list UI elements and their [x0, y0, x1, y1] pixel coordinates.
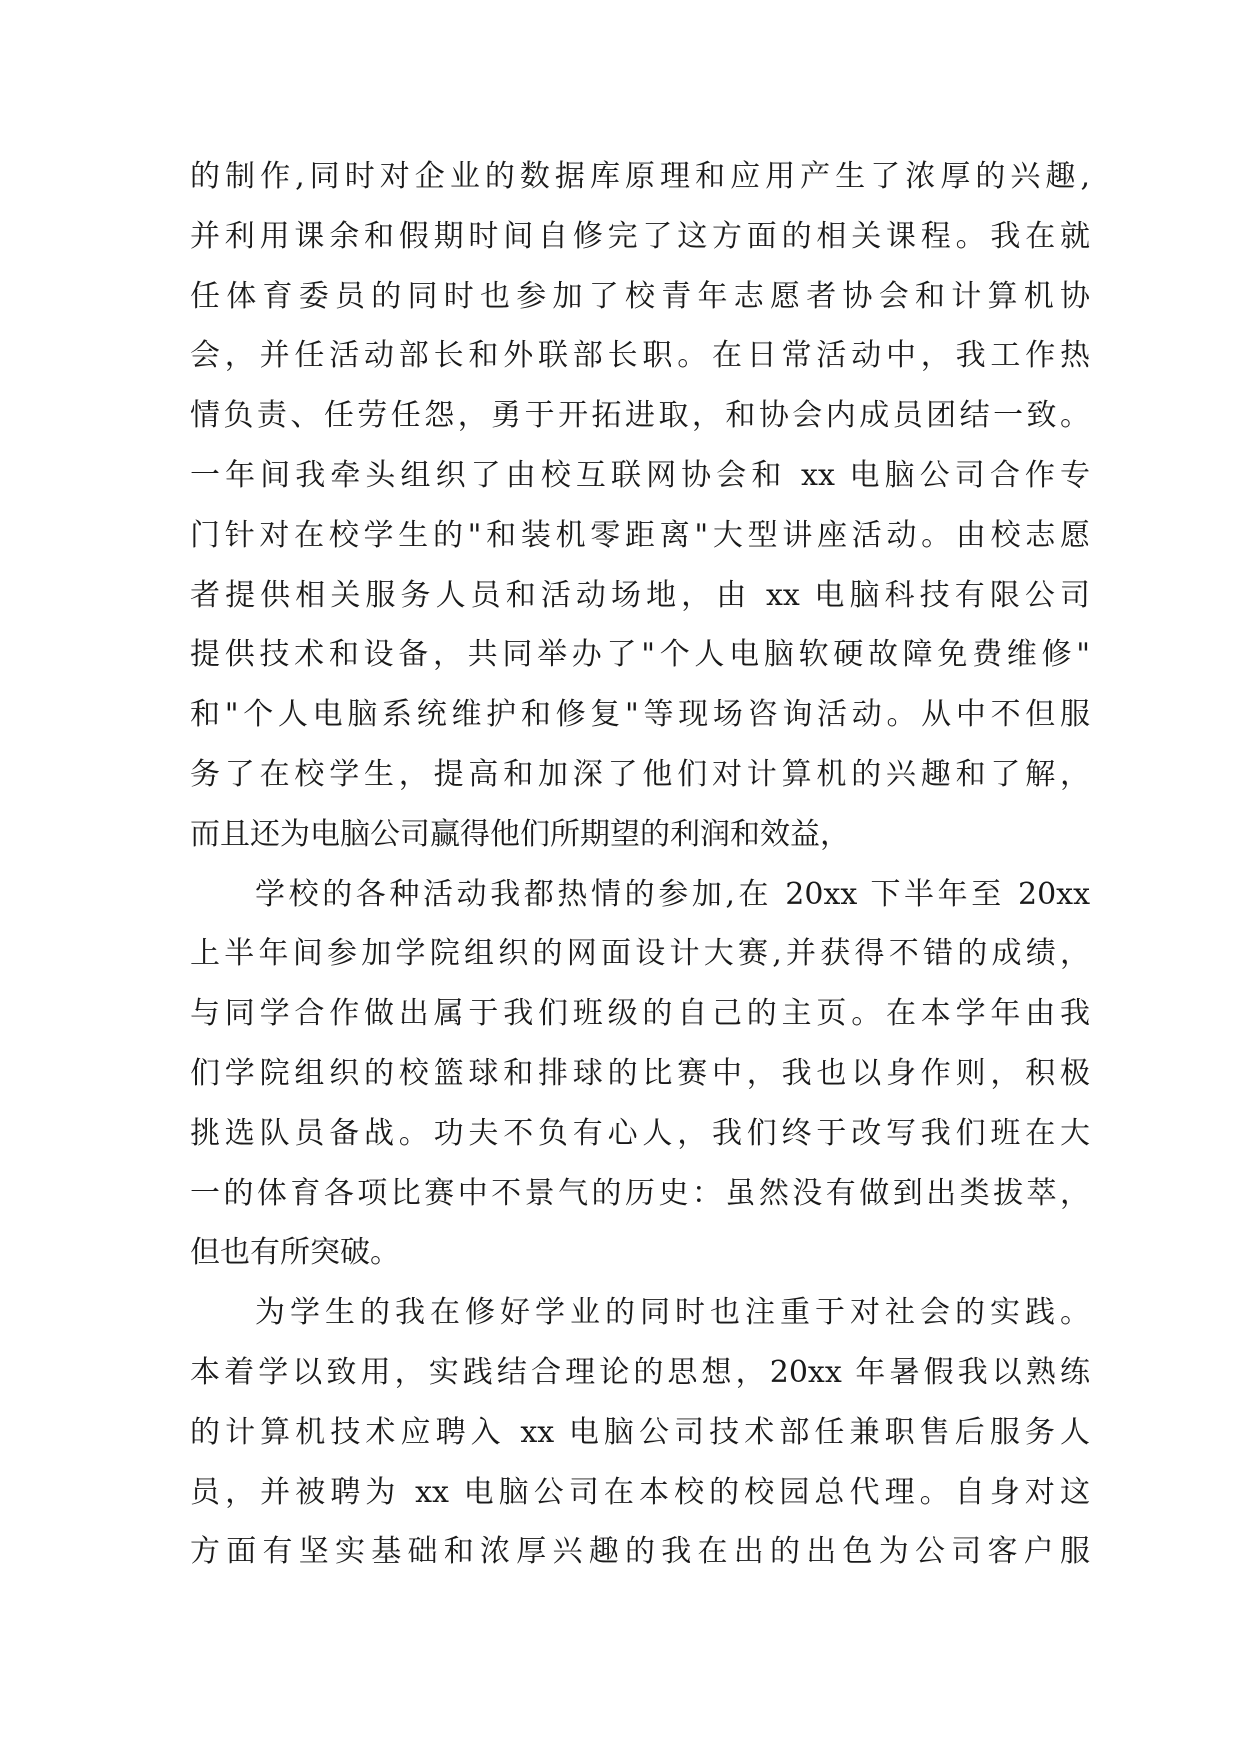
text-line: 一的体育各项比赛中不景气的历史：虽然没有做到出类拔萃，: [190, 1175, 1090, 1211]
text-line: 本着学以致用，实践结合理论的思想，20xx 年暑假我以熟练: [190, 1354, 1090, 1390]
text-line: 员，并被聘为 xx 电脑公司在本校的校园总代理。自身对这: [190, 1474, 1090, 1510]
text-line: 上半年间参加学院组织的网面设计大赛,并获得不错的成绩，: [190, 936, 1090, 972]
text-line: 们学院组织的校篮球和排球的比赛中，我也以身作则，积极: [190, 1055, 1090, 1091]
text-line: 情负责、任劳任怨，勇于开拓进取，和协会内成员团结一致。: [190, 398, 1090, 434]
text-line: 的制作,同时对企业的数据库原理和应用产生了浓厚的兴趣,: [190, 159, 1090, 194]
paragraph-first-line: 为学生的我在修好学业的同时也注重于对社会的实践。: [255, 1295, 1090, 1331]
text-line: 挑选队员备战。功夫不负有心人，我们终于改写我们班在大: [190, 1115, 1090, 1151]
text-line: 务了在校学生，提高和加深了他们对计算机的兴趣和了解，: [190, 756, 1090, 792]
document-body: [190, 147, 1090, 1582]
text-line: 而且还为电脑公司赢得他们所期望的利润和效益，: [190, 816, 850, 852]
text-line: 方面有坚实基础和浓厚兴趣的我在出的出色为公司客户服: [190, 1534, 1090, 1570]
text-line: 者提供相关服务人员和活动场地，由 xx 电脑科技有限公司: [190, 577, 1090, 613]
text-line: 和"个人电脑系统维护和修复"等现场咨询活动。从中不但服: [190, 697, 1090, 733]
text-line: 提供技术和设备，共同举办了"个人电脑软硬故障免费维修": [190, 637, 1090, 673]
text-line: 会，并任活动部长和外联部长职。在日常活动中，我工作热: [190, 338, 1090, 374]
text-line: 任体育委员的同时也参加了校青年志愿者协会和计算机协: [190, 278, 1090, 314]
text-line: 并利用课余和假期时间自修完了这方面的相关课程。我在就: [190, 218, 1090, 254]
text-line: 的计算机技术应聘入 xx 电脑公司技术部任兼职售后服务人: [190, 1414, 1090, 1450]
paragraph-first-line: 学校的各种活动我都热情的参加,在 20xx 下半年至 20xx: [255, 876, 1090, 912]
text-line: 与同学合作做出属于我们班级的自己的主页。在本学年由我: [190, 996, 1090, 1032]
text-line: 但也有所突破。: [190, 1235, 400, 1271]
text-line: 一年间我牵头组织了由校互联网协会和 xx 电脑公司合作专: [190, 457, 1090, 493]
text-line: 门针对在校学生的"和装机零距离"大型讲座活动。由校志愿: [190, 517, 1090, 553]
